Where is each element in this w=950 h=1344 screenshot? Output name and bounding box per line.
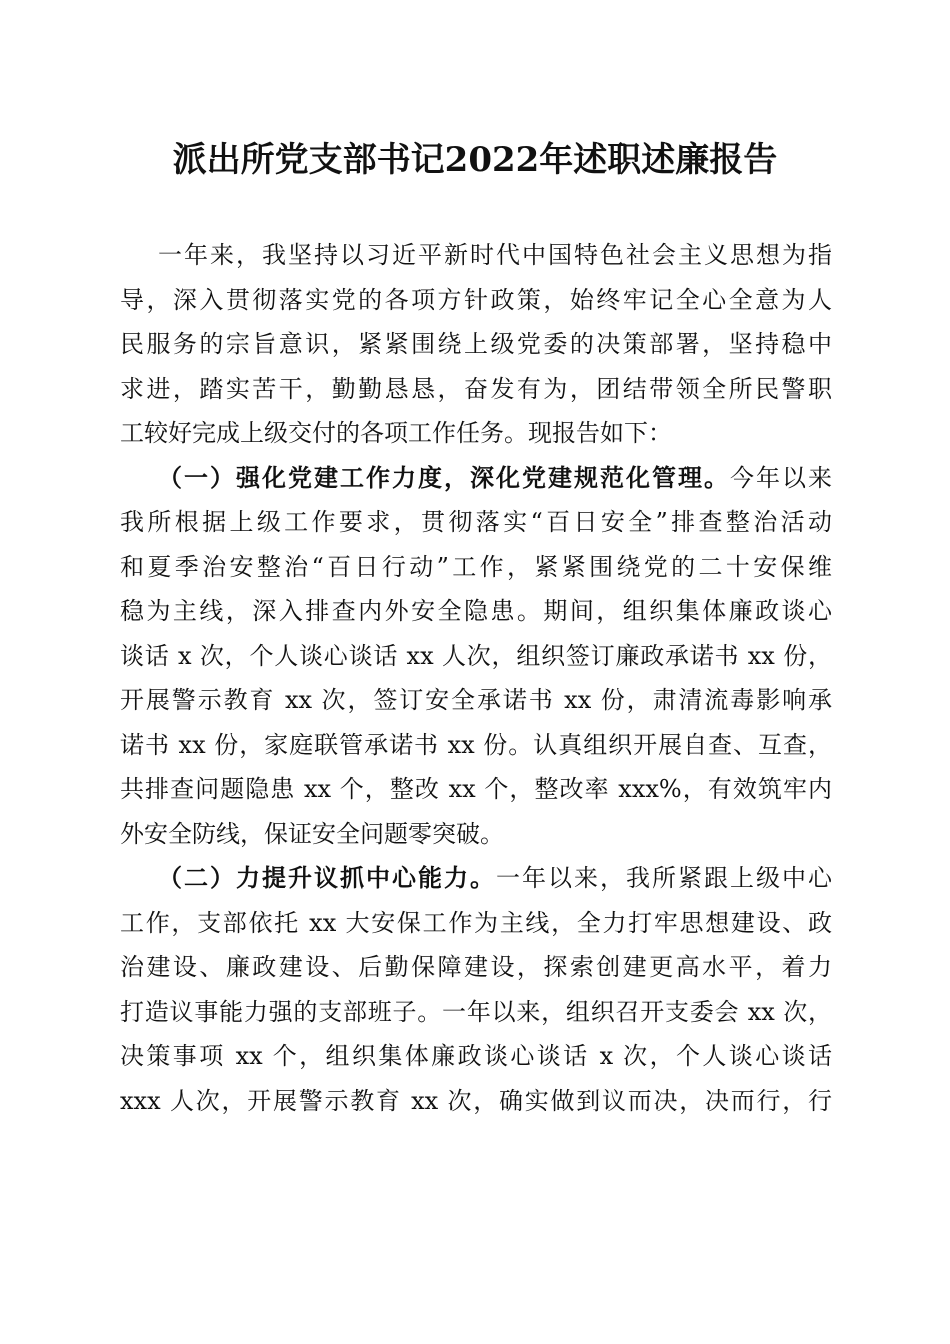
intro-line-2: 导，深入贯彻落实党的各项方针政策，始终牢记全心全意为人 (120, 285, 832, 314)
section2-line-6: xxx 人次，开展警示教育 xx 次，确实做到议而决，决而行，行 (120, 1086, 832, 1115)
section1-line-2: 我所根据上级工作要求，贯彻落实“百日安全”排查整治活动 (120, 508, 832, 536)
section2-first-line-rest: 一年以来，我所紧跟上级中心 (496, 864, 832, 892)
section2-line-5: 决策事项 xx 个，组织集体廉政谈心谈话 x 次，个人谈心谈话 (120, 1042, 832, 1070)
section1-first-line-rest: 今年以来 (730, 463, 832, 492)
section1-line-9: 外安全防线，保证安全问题零突破。 (120, 819, 504, 848)
intro-line-3: 民服务的宗旨意识，紧紧围绕上级党委的决策部署，坚持稳中 (120, 330, 832, 358)
section1-line-5: 谈话 x 次，个人谈心谈话 xx 人次，组织签订廉政承诺书 xx 份， (120, 641, 832, 670)
section1-line-3: 和夏季治安整治“百日行动”工作，紧紧围绕党的二十安保维 (120, 552, 832, 581)
section2-first-line (120, 856, 832, 901)
document-body (120, 233, 832, 1123)
section1-line-8: 共排查问题隐患 xx 个，整改 xx 个，整改率 xxx%，有效筑牢内 (120, 775, 832, 803)
section2-line-2: 工作，支部依托 xx 大安保工作为主线，全力打牢思想建设、政 (120, 908, 832, 937)
intro-line-1: 一年来，我坚持以习近平新时代中国特色社会主义思想为指 (158, 241, 832, 269)
section1-first-line (120, 456, 832, 501)
section2-line-3: 治建设、廉政建设、后勤保障建设，探索创建更高水平，着力 (120, 953, 832, 981)
section1-heading: （一）强化党建工作力度，深化党建规范化管理。 (158, 462, 730, 492)
section1-line-6: 开展警示教育 xx 次，签订安全承诺书 xx 份，肃清流毒影响承 (120, 686, 832, 714)
section1-line-4: 稳为主线，深入排查内外安全隐患。期间，组织集体廉政谈心 (120, 597, 832, 625)
document-title: 派出所党支部书记2022年述职述廉报告 (172, 140, 778, 180)
section2-heading: （二）力提升议抓中心能力。 (158, 863, 496, 892)
section2-line-4: 打造议事能力强的支部班子。一年以来，组织召开支委会 xx 次， (120, 997, 832, 1026)
intro-line-5: 工较好完成上级交付的各项工作任务。现报告如下： (120, 419, 672, 447)
section1-line-7: 诺书 xx 份，家庭联管承诺书 xx 份。认真组织开展自查、互查， (120, 730, 832, 759)
intro-line-4: 求进，踏实苦干，勤勤恳恳，奋发有为，团结带领全所民警职 (120, 374, 832, 403)
